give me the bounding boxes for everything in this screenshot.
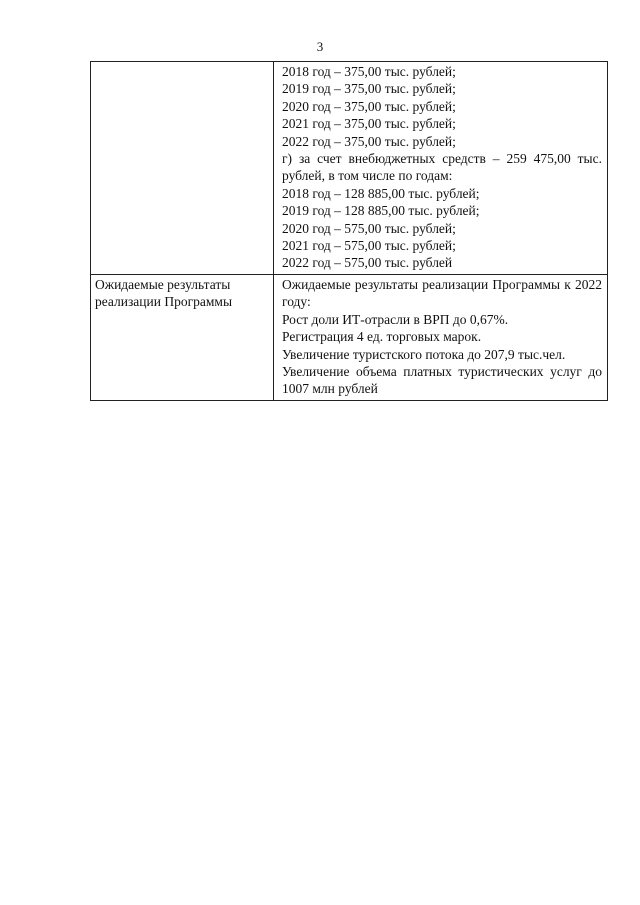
extrabudgetary-line-2021: 2021 год – 575,00 тыс. рублей;: [282, 238, 456, 254]
expected-results-intro: Ожидаемые результаты реализации Программы к 2022 году:: [282, 276, 602, 310]
table-row-expected-results: [91, 274, 608, 400]
result-paid-tourist-services: Увеличение объема платных туристических услуг до 1007 млн рублей: [282, 363, 602, 397]
result-trademarks: Регистрация 4 ед. торговых марок.: [282, 329, 482, 345]
result-it-share: Рост доли ИТ-отрасли в ВРП до 0,67%.: [282, 311, 509, 327]
table-row-financing: [91, 62, 608, 275]
extrabudgetary-line-2020: 2020 год – 575,00 тыс. рублей;: [282, 220, 456, 236]
extrabudgetary-line-2022: 2022 год – 575,00 тыс. рублей: [282, 255, 453, 271]
result-tourist-flow: Увеличение туристского потока до 207,9 тыс.чел.: [282, 346, 566, 362]
table-cell-financing: [274, 62, 608, 275]
table-cell-label-expected-results: [91, 274, 274, 400]
financing-line-2020: 2020 год – 375,00 тыс. рублей;: [282, 98, 456, 114]
extrabudgetary-line-2018: 2018 год – 128 885,00 тыс. рублей;: [282, 185, 480, 201]
page-number: 3: [316, 39, 324, 54]
program-passport-table: [90, 61, 608, 401]
table-cell-expected-results: [274, 274, 608, 400]
expected-results-label-line-1: Ожидаемые результаты: [95, 276, 231, 292]
expected-results-label-line-2: реализации Программы: [95, 294, 233, 310]
financing-line-2022: 2022 год – 375,00 тыс. рублей;: [282, 133, 456, 149]
financing-line-2021: 2021 год – 375,00 тыс. рублей;: [282, 116, 456, 132]
table-cell-label-empty: [91, 62, 274, 275]
extrabudgetary-line-2019: 2019 год – 128 885,00 тыс. рублей;: [282, 203, 480, 219]
extrabudgetary-heading: г) за счет внебюджетных средств – 259 475,00 тыс. рублей, в том числе по годам:: [282, 151, 602, 184]
financing-line-2019: 2019 год – 375,00 тыс. рублей;: [282, 81, 456, 97]
financing-line-2018: 2018 год – 375,00 тыс. рублей;: [282, 64, 456, 79]
